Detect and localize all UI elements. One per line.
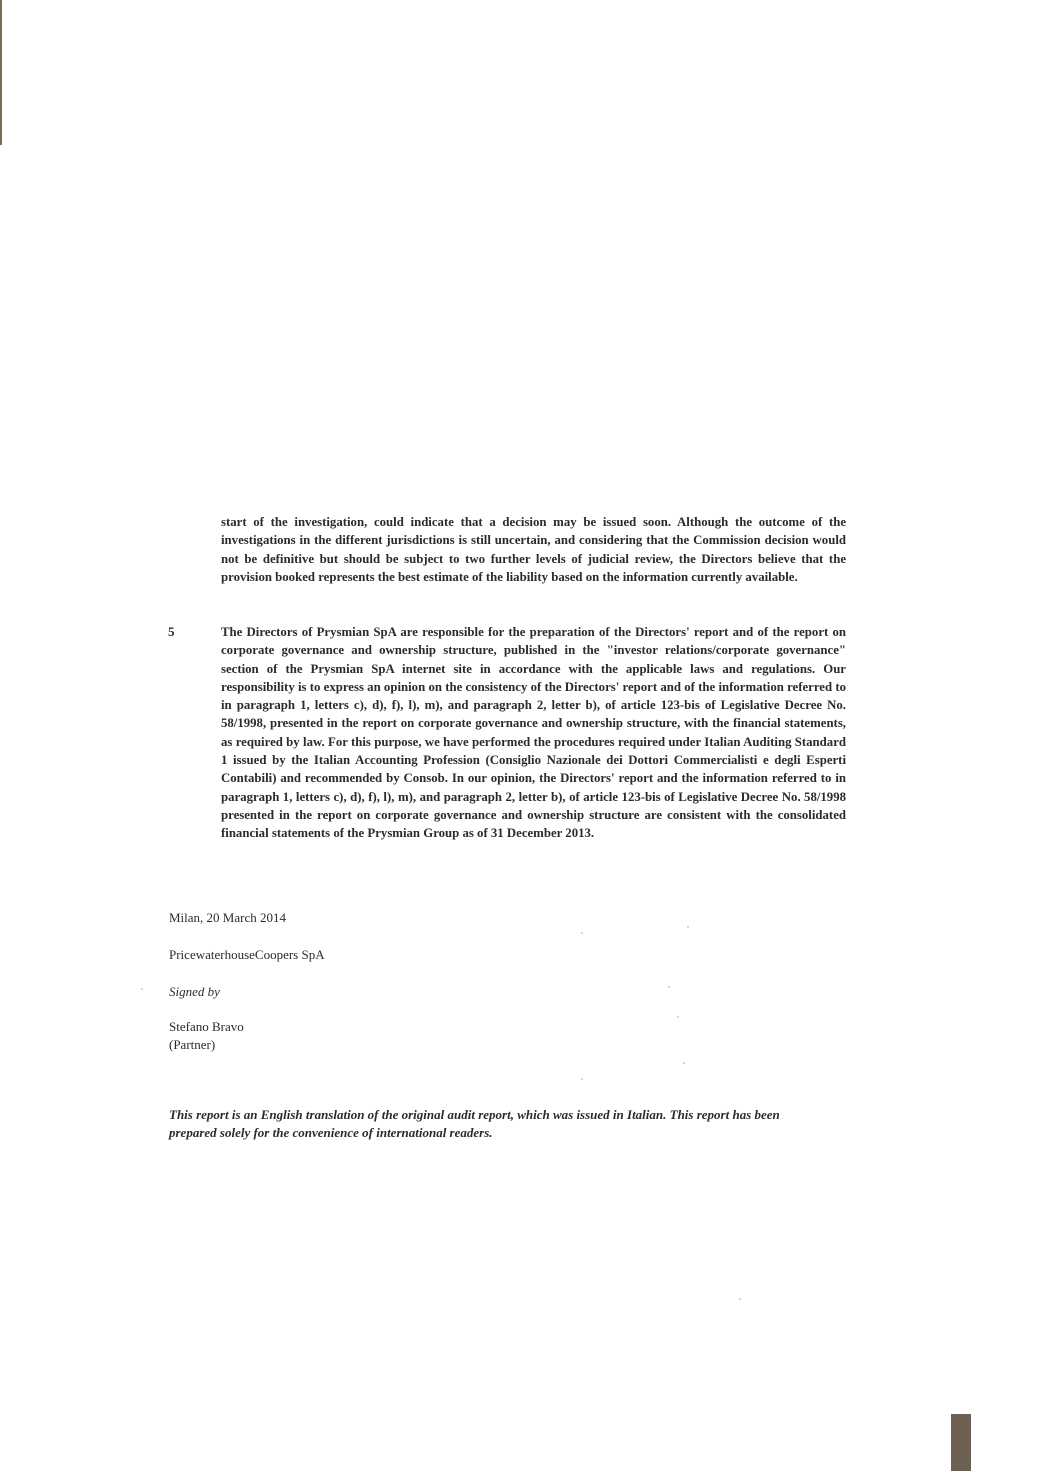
firm-name: PricewaterhouseCoopers SpA — [169, 947, 325, 962]
scan-speck — [677, 1016, 679, 1018]
paragraph-5: The Directors of Prysmian SpA are responsible for the preparation of the Directors' report and of the report on corporate governance and ownership structure, published in the "investor relations/corporate governance" section of the Prysmian SpA internet site in accordance with the applicable laws and regulations. Our responsibility is to express an opinion on the consistency of the Directors' report and of the information referred to in paragraph 1, letters c), d), f), l), m), and paragraph 2, letter b), of article 123-bis of Legislative Decree No. 58/1998, presented in the report on corporate governance and ownership structure, with the financial statements, as required by law. For this purpose, we have performed the procedures required under Italian Auditing Standard 1 issued by the Italian Accounting Profession (Consiglio Nazionale dei Dottori Commercialisti e degli Esperti Contabili) and recommended by Consob. In our opinion, the Directors' report and the information referred to in paragraph 1, letters c), d), f), l), m), and paragraph 2, letter b), of article 123-bis of Legislative Decree No. 58/1998 presented in the report on corporate governance and ownership structure are consistent with the consolidated financial statements of the Prysmian Group as of 31 December 2013. — [221, 625, 846, 841]
paragraph-continuation: start of the investigation, could indicate that a decision may be issued soon. Although the outcome of the investigations in the different jurisdictions is still uncertain, and considering that the Commission decision would not be definitive but should be subject to two further levels of judicial review, the Directors believe that the provision booked represents the best estimate of the liability based on the information currently available. — [221, 515, 846, 584]
scan-speck — [581, 1078, 583, 1080]
signer-name: Stefano Bravo — [169, 1019, 244, 1034]
page-edge-line — [0, 0, 2, 145]
translation-disclaimer: This report is an English translation of the original audit report, which was issued in Italian. This report has been prepared solely for the convenience of international readers. — [169, 1107, 780, 1140]
scan-speck — [141, 988, 143, 990]
scan-speck — [687, 926, 689, 928]
signer-role: (Partner) — [169, 1037, 216, 1052]
scan-speck — [581, 932, 583, 934]
page-corner-bar — [951, 1414, 971, 1471]
signed-by-label: Signed by — [169, 984, 220, 999]
scan-speck — [739, 1298, 741, 1300]
scan-speck — [683, 1062, 685, 1064]
place-date: Milan, 20 March 2014 — [169, 910, 286, 925]
paragraph-number: 5 — [168, 624, 175, 639]
scan-speck — [668, 986, 670, 988]
